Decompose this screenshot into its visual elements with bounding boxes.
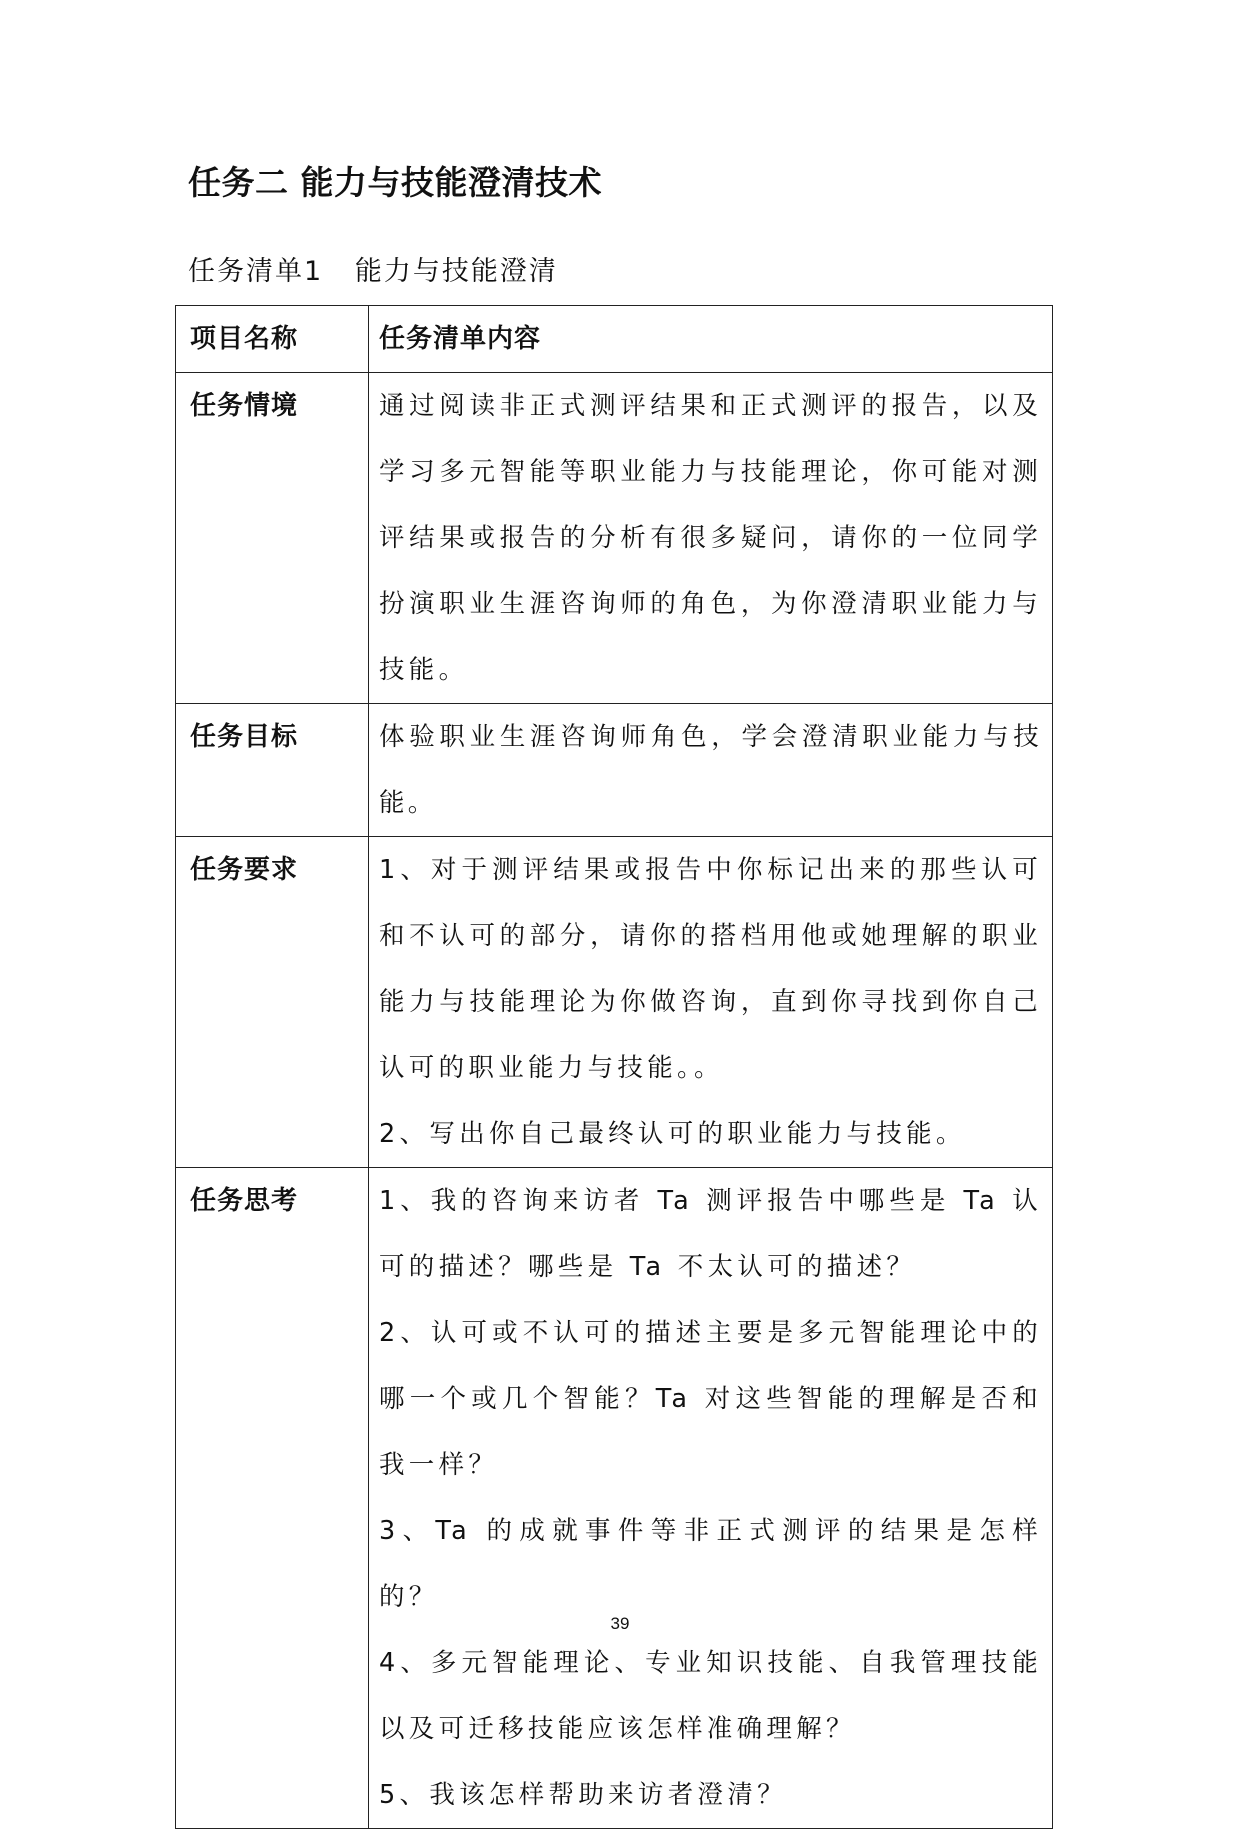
table-row-requirements [176,837,1053,1168]
row-content-cell [369,1168,1053,1829]
row-label: 任务要求 [190,855,299,885]
row-paragraph: 1、我的咨询来访者 Ta 测评报告中哪些是 Ta 认可的描述？哪些是 Ta 不太认可的描述？ [379,1186,1042,1282]
table-row-reflection [176,1168,1053,1829]
row-label-cell [176,704,369,837]
row-content-cell [369,837,1053,1168]
page-title: 任务二 能力与技能澄清技术 [188,163,602,202]
row-paragraph: 通过阅读非正式测评结果和正式测评的报告，以及学习多元智能等职业能力与技能理论，你可能对测评结果或报告的分析有很多疑问，请你的一位同学扮演职业生涯咨询师的角色，为你澄清职业能力与技能。 [379,391,1042,685]
table-row-goal [176,704,1053,837]
header-content: 任务清单内容 [379,324,542,354]
row-paragraph: 1、对于测评结果或报告中你标记出来的那些认可和不认可的部分，请你的搭档用他或她理解的职业能力与技能理论为你做咨询，直到你寻找到你自己认可的职业能力与技能。。 [379,855,1042,1083]
row-label-cell [176,373,369,704]
table-row-scenario [176,373,1053,704]
row-label-cell [176,837,369,1168]
row-paragraph: 3、Ta 的成就事件等非正式测评的结果是怎样的？ [379,1516,1042,1612]
task-list-table [175,305,1053,1829]
header-content-cell [369,306,1053,373]
row-label-cell [176,1168,369,1829]
table-header-row [176,306,1053,373]
header-label-cell [176,306,369,373]
table-caption: 任务清单1 能力与技能澄清 [188,256,558,287]
row-content-cell [369,704,1053,837]
row-label: 任务思考 [190,1186,299,1216]
row-paragraph: 2、写出你自己最终认可的职业能力与技能。 [379,1119,966,1149]
page-number: 39 [610,1614,630,1633]
row-paragraph: 4、多元智能理论、专业知识技能、自我管理技能以及可迁移技能应该怎样准确理解？ [379,1648,1042,1744]
row-paragraph: 体验职业生涯咨询师角色，学会澄清职业能力与技能。 [379,722,1042,818]
row-paragraph: 2、认可或不认可的描述主要是多元智能理论中的哪一个或几个智能？Ta 对这些智能的理解是否和我一样？ [379,1318,1042,1480]
row-content-cell [369,373,1053,704]
row-paragraph: 5、我该怎样帮助来访者澄清？ [379,1780,787,1810]
row-label: 任务目标 [190,722,299,752]
header-label: 项目名称 [190,324,299,354]
row-label: 任务情境 [190,391,299,421]
